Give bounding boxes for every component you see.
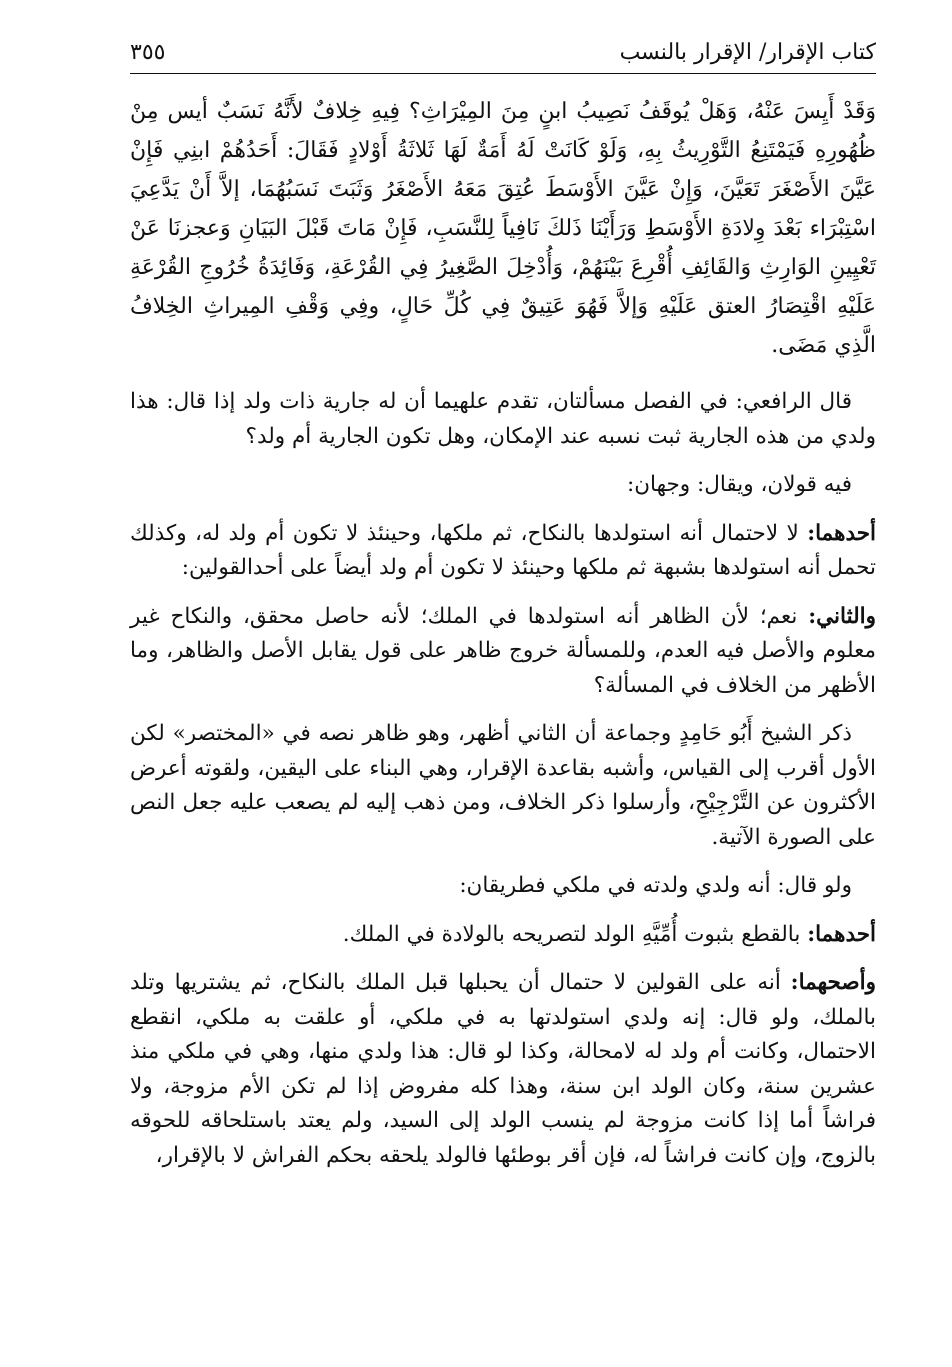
commentary-paragraph — [130, 966, 876, 1173]
paragraph-text: فيه قولان، ويقال: وجهان: — [627, 472, 852, 497]
paragraph-text: ذكر الشيخ أَبُو حَامِدٍ وجماعة أن الثاني أظهر، وهو ظاهر نصه في «المختصر» لكن الأول أقرب إلى القياس، وأشبه بقاعدة الإقرار، وهي البناء على اليقين، ولقوته أعرض الأكثرون عن التَّرْجِيْحِ، وأرسلوا ذكر الخلاف، ومن ذهب إليه لم يصعب عليه جعل النص على الصورة الآتية. — [130, 721, 876, 850]
paragraph-text: ولو قال: أنه ولدي ولدته في ملكي فطريقان: — [459, 873, 852, 898]
running-header — [130, 40, 876, 74]
commentary-paragraph — [130, 468, 876, 503]
book-page — [130, 40, 876, 1340]
paragraph-text: وَقَدْ أَيِسَ عَنْهُ، وَهَلْ يُوقَفُ نَصِيبُ ابنٍ مِنَ المِيْرَاثِ؟ فِيهِ خِلافٌ لأَنَّهُ نَسَبٌ أيس مِنْ ظُهُورِهِ فَيَمْتَنِعُ التَّوْرِيثُ بِهِ، وَلَوْ كَانَتْ لَهُ أَمَةٌ لَهَا ثَلاثَةُ أَوْلادٍ فَقَالَ: أَحَدُهُمْ ابنِي فَإِنْ عَيَّنَ الأَصْغَرَ تَعَيَّنَ، وَإِنْ عَيَّنَ الأَوْسَطَ عُتِقَ مَعَهُ الأَصْغَرُ وَثَبَتَ نَسَبُهُمَا، إلاَّ أَنْ يَدَّعِيَ اسْتِبْرَاء بَعْدَ وِلادَةِ الأَوْسَطِ وَرَأَيْنَا ذَلكَ نَافِياً لِلنَّسَبِ، فَإِنْ مَاتَ قَبْلَ البَيَانِ وَعجزنَا عَنْ تَعْيِينِ الوَارِثِ وَالقَائِفِ أُقْرِعَ بَيْنَهُمْ، وَأُدْخِلَ الصَّغِيرُ فِي القُرْعَةِ، وَفَائِدَةُ خُرُوجِ القُرْعَةِ عَلَيْهِ اقْتِصَارُ العتق عَلَيْهِ وَإلاَّ فَهُوَ عَتِيقٌ فِي كُلِّ حَالٍ، وفِي وَقْفِ المِيراثِ الخِلافُ الَّذِي مَضَى. — [130, 99, 876, 358]
matn-paragraph — [130, 92, 876, 365]
paragraph-text: نعم؛ لأن الظاهر أنه استولدها في الملك؛ لأنه حاصل محقق، والنكاح غير معلوم والأصل فيه العدم، وللمسألة خروج ظاهر على قول يقابل الأصل والظاهر، وما الأظهر من الخلاف في المسألة؟ — [130, 603, 876, 698]
paragraph-text: لا لاحتمال أنه استولدها بالنكاح، ثم ملكها، وحينئذ لا تكون أم ولد له، وكذلك تحمل أنه استولدها بشبهة ثم ملكها وحينئذ لا تكون أم ولد أيضاً على أحدالقولين: — [130, 520, 876, 580]
paragraph-text: أنه على القولين لا حتمال أن يحبلها قبل الملك بالنكاح، ثم يشتريها وتلد بالملك، ولو قال: إنه ولدي استولدتها به في ملكي، أو علقت به ملكي، انقطع الاحتمال، وكانت أم ولد له لامحالة، وكذا لو قال: هذا ولدي منها، وهي في ملكي منذ عشرين سنة، وكان الولد ابن سنة، وهذا كله مفروض إذا لم تكن الأم مزوجة، ولا فراشاً أما إذا كانت مزوجة لم ينسب الولد إلى السيد، ولم يعتد باستلحاقه للحوقه بالزوج، وإن كانت فراشاً له، فإن أقر بوطئها فالولد يلحقه بحكم الفراش لا بالإقرار، — [130, 970, 876, 1168]
commentary-paragraph — [130, 385, 876, 454]
paragraph-text: بالقطع بثبوت أُمِّيَّهِ الولد لتصريحه بالولادة في الملك. — [342, 921, 808, 947]
commentary-paragraph — [130, 517, 876, 586]
commentary-paragraph — [130, 918, 876, 953]
paragraph-lead: أحدهما: — [807, 921, 876, 947]
page-number: ٣٥٥ — [130, 40, 166, 65]
commentary-paragraph — [130, 869, 876, 904]
paragraph-lead: والثاني: — [808, 603, 876, 629]
paragraph-lead: وأصحهما: — [790, 970, 876, 995]
commentary-paragraph — [130, 717, 876, 855]
commentary-paragraph — [130, 600, 876, 704]
paragraph-lead: أحدهما: — [807, 520, 876, 546]
paragraph-text: قال الرافعي: في الفصل مسألتان، تقدم علهيما أن له جارية ذات ولد إذا قال: هذا ولدي من هذه الجارية ثبت نسبه عند الإمكان، وهل تكون الجارية أم ولد؟ — [130, 389, 876, 449]
running-title: كتاب الإقرار/ الإقرار بالنسب — [619, 40, 876, 65]
